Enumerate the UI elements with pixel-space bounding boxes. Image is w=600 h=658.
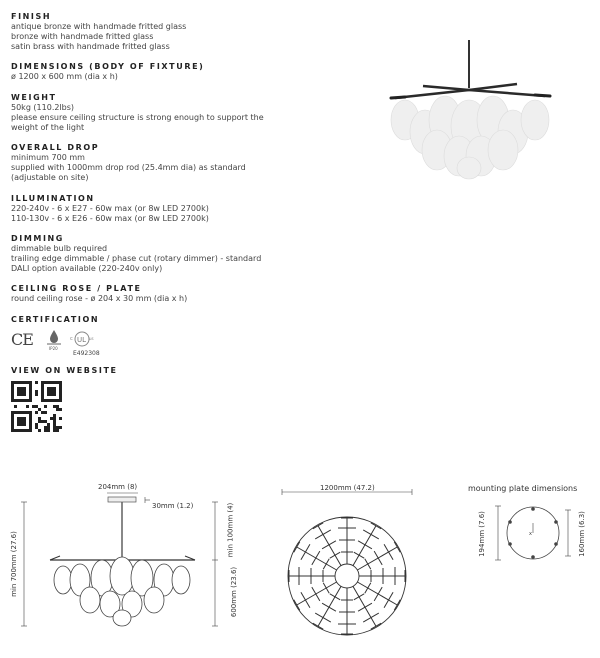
rose-width-label: 204mm (8) [98,483,138,491]
illumination-line: 110-130v - 6 x E26 - 60w max (or 8w LED 2700k) [11,214,209,223]
svg-text:c: c [70,336,73,342]
certification-section [11,315,311,325]
certification-heading: CERTIFICATION [11,315,100,324]
min-drop-label: min 700mm (27.6) [9,531,18,597]
finish-line: bronze with handmade fritted glass [11,32,154,41]
dimensions-heading: DIMENSIONS (BODY OF FIXTURE) [11,62,205,71]
top-view-drawing [272,486,422,636]
plate-right-label: 160mm (6.3) [577,511,586,557]
plate-left-label: 194mm (7.6) [477,511,486,557]
svg-text:UL: UL [77,336,87,344]
chandelier-photo [385,40,565,180]
dimensions-line: ø 1200 x 600 mm (dia x h) [11,72,118,81]
qr-code-icon[interactable] [11,381,62,432]
plate-title: mounting plate dimensions [468,484,578,493]
side-elevation-drawing [10,480,250,630]
ul-listed-icon [70,330,96,348]
illumination-section [11,194,311,224]
finish-line: satin brass with handmade fritted glass [11,42,170,51]
overall-drop-line: supplied with 1000mm drop rod (25.4mm dia) as standard [11,163,246,172]
svg-text:us: us [89,336,94,341]
finish-section [11,12,311,52]
weight-line: 50kg (110.2lbs) [11,103,75,112]
ce-mark-icon: CE [11,330,33,349]
dimming-heading: DIMMING [11,234,64,243]
weight-heading: WEIGHT [11,93,57,102]
dimming-section [11,234,311,274]
svg-text:x: x [529,531,532,537]
overall-drop-heading: OVERALL DROP [11,143,100,152]
weight-line: please ensure ceiling structure is strong enough to support the [11,113,264,122]
ul-number: E492308 [73,350,100,357]
overall-drop-line: minimum 700 mm [11,153,85,162]
ceiling-rose-line: round ceiling rose - ø 204 x 30 mm (dia x h) [11,294,188,303]
dimensions-section [11,62,311,82]
body-height-label: 600mm (23.6) [230,566,239,618]
rose-height-label: 30mm (1.2) [152,502,194,510]
dimming-line: dimmable bulb required [11,244,108,253]
website-section [11,366,311,376]
finish-heading: FINISH [11,12,52,21]
min-rod-label: min 100mm (4) [226,502,235,558]
weight-line: weight of the light [11,123,85,132]
website-heading: VIEW ON WEBSITE [11,366,118,375]
weight-section [11,93,311,133]
overall-drop-section [11,143,311,183]
ip20-label: IP20 [49,346,58,351]
dimming-line: DALI option available (220-240v only) [11,264,163,273]
illumination-line: 220-240v - 6 x E27 - 60w max (or 8w LED 2700k) [11,204,209,213]
finish-line: antique bronze with handmade fritted glass [11,22,187,31]
top-diameter-label: 1200mm (47.2) [320,484,375,492]
overall-drop-line: (adjustable on site) [11,173,89,182]
illumination-heading: ILLUMINATION [11,194,95,203]
dimming-line: trailing edge dimmable / phase cut (rotary dimmer) - standard [11,254,262,263]
ceiling-rose-section [11,284,311,304]
mounting-plate-drawing [490,500,580,570]
ceiling-rose-heading: CEILING ROSE / PLATE [11,284,142,293]
